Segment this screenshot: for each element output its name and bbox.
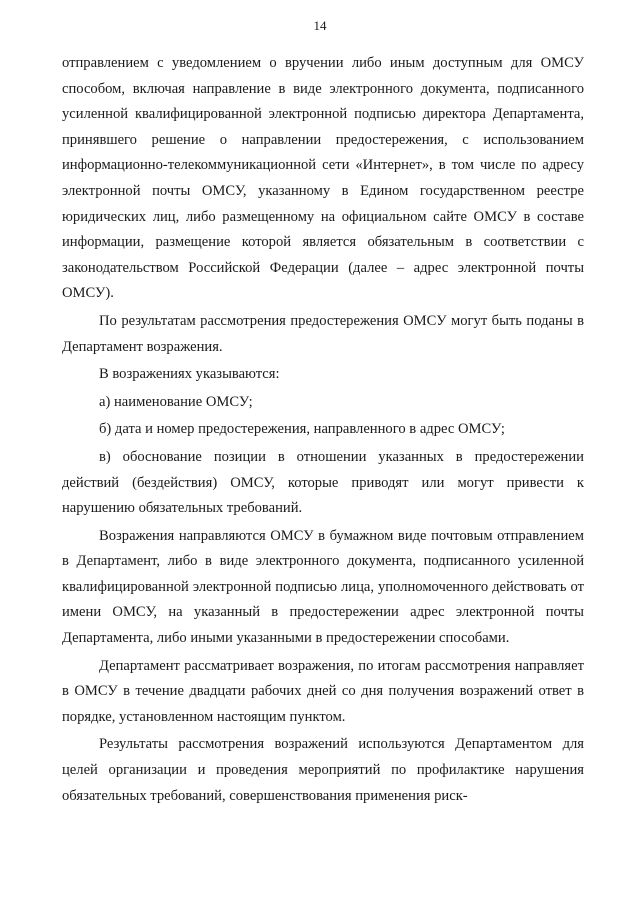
paragraph-department-review: Департамент рассматривает возражения, по итогам рассмотрения направляет в ОМСУ в течение двадцати рабочих дней со дня получения возражений ответ в порядке, установленном настоящим пунктом. — [62, 657, 584, 725]
paragraph-objections-intro: По результатам рассмотрения предостережения ОМСУ могут быть поданы в Департамент возражения. — [62, 312, 584, 355]
paragraph-objections-sending: Возражения направляются ОМСУ в бумажном виде почтовым отправлением в Департамент, либо в виде электронного документа, подписанного усиленной квалифицированной электронной подписью лица, уполномоченного действовать от имени ОМСУ, на указанный в предостережении адрес электронной почты Департамента, либо иными указанными в предостережении способами. — [62, 527, 584, 647]
paragraph-objections-list-heading: В возражениях указываются: — [99, 366, 280, 383]
document-body — [62, 51, 584, 809]
page-number: 14 — [313, 18, 327, 33]
paragraph-continuation: отправлением с уведомлением о вручении либо иным доступным для ОМСУ способом, включая направление в виде электронного документа, подписанного усиленной квалифицированной электронной подписью директора Департамента, принявшего решение о направлении предостережения, с использованием информационно-телекоммуникационной сети «Интернет», в том числе по адресу электронной почты ОМСУ, указанному в Едином государственном реестре юридических лиц, либо размещенному на официальном сайте ОМСУ в составе информации, размещение которой является обязательным в соответствии с законодательством Российской Федерации (далее – адрес электронной почты ОМСУ). — [62, 55, 584, 302]
list-item-c: в) обоснование позиции в отношении указанных в предостережении действий (бездействия) ОМСУ, которые приводят или могут привести к нарушению обязательных требований. — [62, 448, 584, 517]
paragraph-results-usage: Результаты рассмотрения возражений используются Департаментом для целей организации и проведения мероприятий по профилактике нарушения обязательных требований, совершенствования применения риск- — [62, 736, 584, 804]
list-item-a: а) наименование ОМСУ; — [99, 393, 253, 410]
list-item-b: б) дата и номер предостережения, направленного в адрес ОМСУ; — [99, 421, 505, 438]
